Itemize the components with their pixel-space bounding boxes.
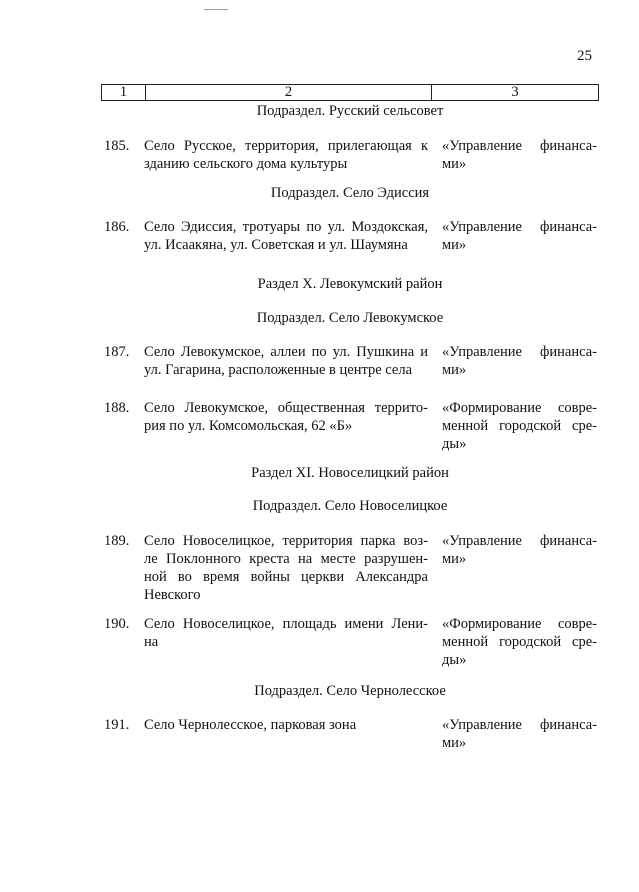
entry-number: 189. [104, 533, 130, 549]
description-line: рия по ул. Комсомольская, 62 «Б» [144, 418, 353, 434]
entry-number: 188. [104, 400, 130, 416]
program-line: «Формирование совре- [442, 616, 597, 632]
entry-program [442, 399, 597, 453]
description-line: Село Чернолесское, парковая зона [144, 717, 357, 733]
description-line: Невского [144, 587, 201, 603]
program-line: ми» [442, 362, 467, 378]
program-line: «Формирование совре- [442, 400, 597, 416]
table-row-190 [104, 615, 599, 669]
program-line: «Управление финанса- [442, 138, 597, 154]
program-line: ды» [442, 436, 467, 452]
program-line: ми» [442, 551, 467, 567]
program-line: ды» [442, 652, 467, 668]
page-number: 25 [577, 48, 592, 64]
description-line: ной во время войны церкви Александра [144, 569, 428, 585]
entry-description [144, 343, 428, 379]
program-line: «Управление финанса- [442, 533, 597, 549]
description-line: ул. Исаакяна, ул. Советская и ул. Шаумяна [144, 237, 408, 253]
table-row-186 [104, 218, 599, 254]
column-number-2: 2 [146, 85, 432, 100]
table-row-188 [104, 399, 599, 453]
description-line: Село Левокумское, общественная террито- [144, 400, 428, 416]
table-row-187 [104, 343, 599, 379]
entry-program [442, 137, 597, 173]
entry-number: 190. [104, 616, 130, 632]
entry-program [442, 716, 597, 752]
entry-number: 191. [104, 717, 130, 733]
description-line: Село Новоселицкое, площадь имени Лени- [144, 616, 428, 632]
program-line: «Управление финанса- [442, 344, 597, 360]
program-line: «Управление финанса- [442, 717, 597, 733]
description-line: зданию сельского дома культуры [144, 156, 348, 172]
subsection-heading: Подраздел. Село Новоселицкое [252, 498, 448, 514]
table-header-row [101, 84, 599, 101]
description-line: Село Русское, территория, прилегающая к [144, 138, 428, 154]
program-line: ми» [442, 735, 467, 751]
column-number-1: 1 [102, 85, 146, 100]
table-row-189 [104, 532, 599, 604]
entry-program [442, 532, 597, 604]
program-line: ми» [442, 237, 467, 253]
description-line: ле Поклонного креста на месте разрушен- [144, 551, 428, 567]
subsection-heading: Подраздел. Русский сельсовет [256, 103, 444, 119]
program-line: ми» [442, 156, 467, 172]
entry-program [442, 218, 597, 254]
description-line: Село Левокумское, аллеи по ул. Пушкина и [144, 344, 428, 360]
entry-program [442, 615, 597, 669]
subsection-heading: Подраздел. Село Левокумское [256, 310, 444, 326]
section-heading: Раздел XI. Новоселицкий район [251, 465, 449, 481]
program-line: менной городской сре- [442, 634, 597, 650]
column-number-3: 3 [511, 84, 519, 100]
subsection-heading: Подраздел. Село Эдиссия [270, 185, 430, 201]
table-row-185 [104, 137, 599, 173]
description-line: Село Эдиссия, тротуары по ул. Моздокская, [144, 219, 428, 235]
program-line: менной городской сре- [442, 418, 597, 434]
description-line: на [144, 634, 159, 650]
entry-description [144, 716, 428, 752]
entry-number: 187. [104, 344, 130, 360]
entry-description [144, 399, 428, 453]
entry-description [144, 532, 428, 604]
entry-number: 185. [104, 138, 130, 154]
scan-mark [204, 9, 228, 10]
entry-description [144, 137, 428, 173]
table-row-191 [104, 716, 599, 752]
entry-description [144, 615, 428, 669]
description-line: ул. Гагарина, расположенные в центре села [144, 362, 413, 378]
entry-number: 186. [104, 219, 130, 235]
entry-description [144, 218, 428, 254]
section-heading: Раздел X. Левокумский район [257, 276, 443, 292]
subsection-heading: Подраздел. Село Чернолесское [254, 683, 446, 699]
program-line: «Управление финанса- [442, 219, 597, 235]
entry-program [442, 343, 597, 379]
description-line: Село Новоселицкое, территория парка воз- [144, 533, 428, 549]
